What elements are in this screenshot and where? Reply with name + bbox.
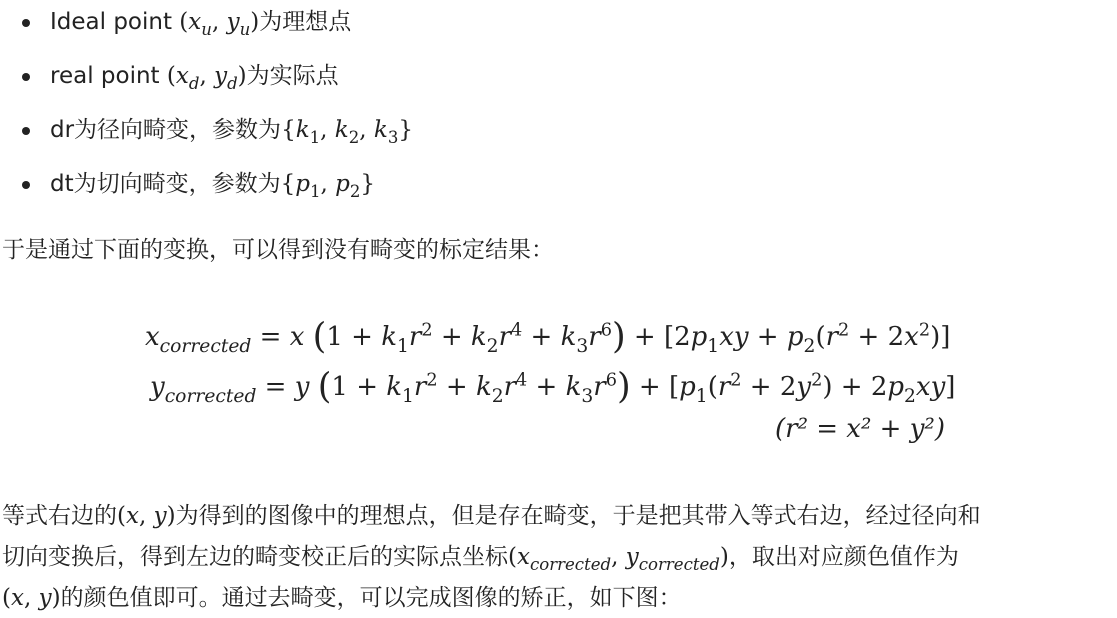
equation-x-corrected: $x_{corrected} = x$ $(1 + k_1r^2 + k_2r^4 + k_3r^6) + [2p_1xy + p_2(r^2 + 2x^2)]$ bbox=[145, 316, 951, 357]
corrected-coords-math: ($x_{corrected}$, $y_{corrected}$) bbox=[508, 544, 729, 574]
paragraph-line-1: 等式右边的(x, y)为得到的图像中的理想点，但是存在畸变，于是把其带入等式右边，经过径向和 bbox=[2, 503, 981, 529]
item-label: dr为径向畸变，参数为 bbox=[50, 117, 282, 143]
equation-r-definition: (r² = x² + y²) bbox=[775, 414, 945, 444]
intro-text: 于是通过下面的变换，可以得到没有畸变的标定结果： bbox=[2, 237, 554, 263]
real-point-math: ($x_d$, $y_d$) bbox=[166, 63, 247, 93]
bullet-dot bbox=[22, 73, 30, 81]
xy-math: (x, y) bbox=[117, 503, 176, 529]
item-label: Ideal point bbox=[50, 9, 180, 35]
paragraph-line-3: (x, y)的颜色值即可。通过去畸变，可以完成图像的矫正，如下图： bbox=[2, 585, 682, 611]
item-label: dt为切向畸变，参数为 bbox=[50, 171, 281, 197]
list-item-tangential bbox=[22, 166, 375, 210]
item-desc: 为实际点 bbox=[246, 63, 339, 89]
list-item-radial bbox=[22, 112, 413, 156]
list-item-ideal-point bbox=[22, 4, 351, 48]
xy-math: (x, y) bbox=[2, 585, 61, 611]
bullet-dot bbox=[22, 127, 30, 135]
paragraph-line-2: 切向变换后，得到左边的畸变校正后的实际点坐标($x_{corrected}$, $y_{corrected}$)，取出对应颜色值作为 bbox=[2, 544, 959, 574]
radial-params-math: {$k_1$, $k_2$, $k_3$} bbox=[281, 117, 413, 147]
item-label: real point bbox=[50, 63, 167, 89]
bullet-dot bbox=[22, 19, 30, 27]
item-desc: 为理想点 bbox=[259, 9, 352, 35]
bullet-dot bbox=[22, 181, 30, 189]
tangential-params-math: {$p_1$, $p_2$} bbox=[280, 171, 376, 201]
ideal-point-math: ($x_u$, $y_u$) bbox=[179, 9, 260, 39]
equation-y-corrected: $y_{corrected} = y$ $(1 + k_1r^2 + k_2r^4 + k_3r^6) + [p_1(r^2 + 2y^2) + 2p_2xy]$ bbox=[150, 366, 956, 407]
list-item-real-point bbox=[22, 58, 339, 102]
